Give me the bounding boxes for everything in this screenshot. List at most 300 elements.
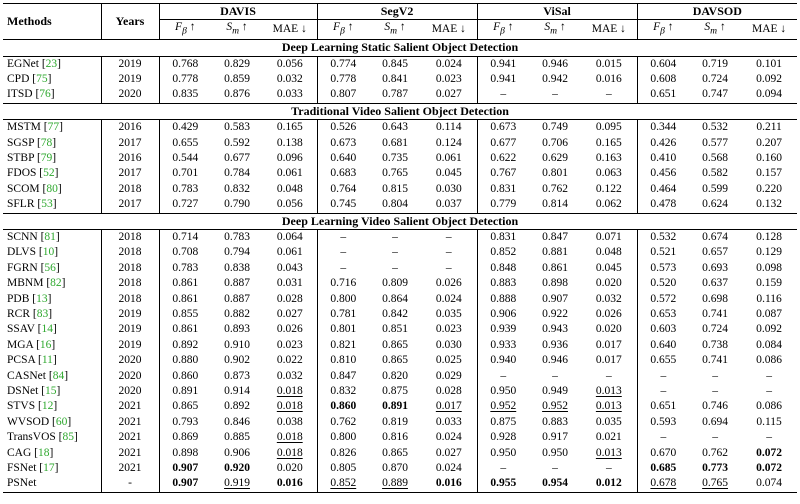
method-name: PCSA [11] <box>3 353 101 368</box>
method-name: FDOS [52] <box>3 166 101 181</box>
metric-value: 0.762 <box>330 415 357 428</box>
metric-value: 0.677 <box>490 136 517 149</box>
metric-value: 0.087 <box>756 308 783 321</box>
metric-value: – <box>500 88 507 101</box>
table-row <box>3 338 797 353</box>
citation-link[interactable]: 52 <box>43 167 55 180</box>
metric-value: 0.678 <box>650 477 677 490</box>
metric-value: 0.132 <box>756 198 783 211</box>
metric-value: 0.887 <box>224 292 250 305</box>
metric-value: 0.603 <box>650 323 677 336</box>
metric-value: 0.624 <box>702 198 729 211</box>
metric-value: 0.429 <box>172 121 199 134</box>
metric-value: 0.061 <box>421 151 477 166</box>
metric-value: 0.852 <box>490 246 517 259</box>
metric-value: – <box>660 369 667 382</box>
metric-value: 0.159 <box>756 277 783 290</box>
dataset-header-davis: DAVIS <box>159 4 317 20</box>
year-cell: 2018 <box>101 276 159 291</box>
metric-value: 0.026 <box>263 322 317 337</box>
metric-value: 0.094 <box>756 88 783 101</box>
method-name: SGSP [78] <box>3 136 101 151</box>
metric-value: 0.651 <box>650 400 677 413</box>
metric-value: 0.072 <box>756 446 783 459</box>
metric-value: 0.846 <box>224 415 250 428</box>
metric-value: 0.887 <box>224 277 250 290</box>
metric-value: 0.875 <box>382 385 408 398</box>
metric-value: 0.018 <box>263 399 317 414</box>
metric-value: 0.891 <box>382 400 408 413</box>
method-name: MSTM [77] <box>3 120 101 136</box>
metric-value: 0.793 <box>172 415 199 428</box>
metric-value: 0.835 <box>172 88 199 101</box>
metric-value: 0.820 <box>382 369 408 382</box>
citation-link[interactable]: 83 <box>36 308 49 321</box>
year-cell: 2016 <box>101 120 159 136</box>
method-name: PSNet <box>3 476 101 492</box>
metric-value: 0.685 <box>650 462 677 475</box>
citation-link[interactable]: 80 <box>46 182 58 195</box>
metric-value: 0.023 <box>263 338 317 353</box>
metric-value: 0.922 <box>542 308 568 321</box>
metric-value: 0.016 <box>581 72 637 87</box>
method-name: STBP [79] <box>3 151 101 166</box>
metric-value: 0.861 <box>172 292 199 305</box>
metric-value: 0.086 <box>756 400 783 413</box>
metric-value: 0.831 <box>490 230 517 243</box>
year-cell: 2020 <box>101 384 159 399</box>
table-row <box>3 415 797 430</box>
table-row <box>3 430 797 445</box>
metric-value: 0.801 <box>542 167 568 180</box>
metric-header-fbeta: $F_\beta$ ↑ <box>317 20 369 40</box>
metric-value: – <box>340 230 347 243</box>
metric-value: 0.706 <box>542 136 568 149</box>
citation-link[interactable]: 76 <box>39 88 51 101</box>
metric-value: 0.819 <box>382 415 408 428</box>
metric-value: 0.410 <box>650 151 677 164</box>
section-title: Deep Learning Video Salient Object Detection <box>3 213 797 229</box>
metric-value: 0.779 <box>490 198 517 211</box>
method-name: MGA [16] <box>3 338 101 353</box>
metric-value: – <box>712 385 718 398</box>
section-header-row <box>3 213 797 229</box>
method-name: CPD [75] <box>3 72 101 87</box>
metric-value: 0.859 <box>224 72 250 85</box>
metric-value: 0.017 <box>421 399 477 414</box>
table-row <box>3 461 797 476</box>
metric-header-sm: $S_m$ ↑ <box>689 20 741 40</box>
metric-value: 0.719 <box>702 57 729 70</box>
method-name: CAG [18] <box>3 446 101 461</box>
metric-value: 0.027 <box>421 446 477 461</box>
metric-value: – <box>500 369 507 382</box>
metric-value: 0.952 <box>490 400 517 413</box>
metric-value: 0.013 <box>581 399 637 414</box>
table-row <box>3 322 797 337</box>
metric-value: 0.035 <box>581 415 637 430</box>
metric-value: 0.086 <box>756 354 783 367</box>
table-row <box>3 384 797 399</box>
metric-value: 0.064 <box>263 229 317 245</box>
year-cell: 2017 <box>101 197 159 213</box>
metric-value: 0.735 <box>382 151 408 164</box>
metric-value: 0.673 <box>490 121 517 134</box>
table-row <box>3 229 797 245</box>
citation-link[interactable]: 77 <box>47 121 60 134</box>
metric-value: 0.532 <box>702 121 729 134</box>
method-name: FGRN [56] <box>3 261 101 276</box>
year-cell: 2019 <box>101 307 159 322</box>
metric-value: 0.765 <box>702 477 729 490</box>
metric-value: 0.852 <box>330 477 357 490</box>
citation-link[interactable]: 18 <box>38 446 50 459</box>
metric-value: 0.035 <box>421 307 477 322</box>
metric-value: 0.577 <box>702 136 729 149</box>
table-row <box>3 166 797 181</box>
metric-value: – <box>581 87 637 103</box>
metric-value: 0.038 <box>263 415 317 430</box>
metric-value: 0.952 <box>542 400 568 413</box>
metric-value: 0.917 <box>542 431 568 444</box>
metric-value: 0.768 <box>172 57 199 70</box>
metric-value: – <box>581 369 637 384</box>
metric-value: 0.860 <box>172 369 199 382</box>
citation-link[interactable]: 15 <box>45 385 57 398</box>
year-cell: 2018 <box>101 261 159 276</box>
metric-value: 0.101 <box>756 57 783 70</box>
metric-value: – <box>392 261 398 274</box>
metric-value: 0.344 <box>650 121 677 134</box>
metric-value: 0.655 <box>650 354 677 367</box>
table-row <box>3 87 797 103</box>
metric-value: 0.745 <box>330 198 357 211</box>
metric-value: 0.861 <box>172 323 199 336</box>
metric-value: 0.933 <box>490 338 517 351</box>
table-row <box>3 261 797 276</box>
metric-value: – <box>552 88 558 101</box>
metric-value: 0.020 <box>581 322 637 337</box>
metric-value: 0.778 <box>330 72 357 85</box>
metric-value: 0.939 <box>490 323 517 336</box>
year-cell: 2021 <box>101 446 159 461</box>
metric-value: 0.936 <box>542 338 568 351</box>
citation-link[interactable]: 82 <box>50 277 62 290</box>
metric-value: 0.084 <box>756 338 783 351</box>
metric-value: 0.063 <box>581 166 637 181</box>
year-cell: 2019 <box>101 56 159 72</box>
year-cell: 2020 <box>101 353 159 368</box>
table-row <box>3 182 797 197</box>
metric-value: – <box>421 229 477 245</box>
metric-value: 0.865 <box>382 354 408 367</box>
metric-value: 0.096 <box>263 151 317 166</box>
metric-value: 0.893 <box>224 323 250 336</box>
metric-value: 0.165 <box>263 120 317 136</box>
metric-value: 0.024 <box>421 430 477 445</box>
metric-value: 0.012 <box>581 476 637 492</box>
citation-link[interactable]: 79 <box>40 151 53 164</box>
citation-link[interactable]: 84 <box>52 369 65 382</box>
metric-value: 0.048 <box>581 245 637 260</box>
metric-value: 0.855 <box>172 308 199 321</box>
metric-value: 0.865 <box>172 400 199 413</box>
table-row <box>3 120 797 136</box>
metric-value: 0.016 <box>421 476 477 492</box>
metric-value: 0.847 <box>330 369 357 382</box>
metric-value: 0.062 <box>581 197 637 213</box>
metric-value: 0.950 <box>490 385 517 398</box>
metric-value: 0.794 <box>224 246 250 259</box>
citation-link[interactable]: 81 <box>44 230 56 243</box>
metric-value: 0.129 <box>756 246 783 259</box>
method-name: WVSOD [60] <box>3 415 101 430</box>
metric-value: 0.629 <box>542 151 568 164</box>
metric-value: 0.873 <box>224 369 250 382</box>
metric-value: 0.949 <box>542 385 568 398</box>
metric-value: 0.092 <box>756 72 783 85</box>
citation-link[interactable]: 16 <box>39 338 52 351</box>
metric-value: 0.810 <box>330 354 357 367</box>
metric-value: 0.478 <box>650 198 677 211</box>
metric-value: 0.847 <box>542 230 568 243</box>
metric-value: 0.826 <box>330 446 357 459</box>
metric-value: 0.651 <box>650 88 677 101</box>
metric-value: 0.889 <box>382 477 408 490</box>
method-name: DSNet [15] <box>3 384 101 399</box>
metric-value: 0.888 <box>490 292 517 305</box>
citation-link[interactable]: 17 <box>43 462 55 475</box>
metric-value: 0.572 <box>650 292 677 305</box>
metric-value: 0.821 <box>330 338 357 351</box>
method-name: DLVS [10] <box>3 245 101 260</box>
metric-value: 0.869 <box>172 431 199 444</box>
metric-value: 0.892 <box>172 338 199 351</box>
metric-value: 0.426 <box>650 136 677 149</box>
metric-value: 0.622 <box>490 151 517 164</box>
metric-value: 0.950 <box>542 446 568 459</box>
citation-link[interactable]: 11 <box>41 354 53 367</box>
metric-value: 0.037 <box>421 197 477 213</box>
metric-value: 0.891 <box>172 385 199 398</box>
metric-value: 0.583 <box>224 121 250 134</box>
metric-value: 0.061 <box>263 245 317 260</box>
metric-value: 0.677 <box>224 151 250 164</box>
year-cell: 2019 <box>101 72 159 87</box>
metric-value: 0.781 <box>330 308 357 321</box>
year-cell: 2021 <box>101 399 159 414</box>
metric-value: 0.892 <box>224 400 250 413</box>
metric-value: 0.928 <box>490 431 517 444</box>
metric-value: 0.778 <box>172 72 199 85</box>
metric-value: 0.020 <box>581 276 637 291</box>
metric-value: – <box>660 385 667 398</box>
metric-value: 0.072 <box>756 462 783 475</box>
metric-value: 0.800 <box>330 431 357 444</box>
metric-value: 0.021 <box>581 430 637 445</box>
metric-value: 0.604 <box>650 57 677 70</box>
metric-value: 0.017 <box>581 353 637 368</box>
table-row <box>3 151 797 166</box>
metric-value: – <box>421 245 477 260</box>
metric-value: 0.043 <box>263 261 317 276</box>
metric-value: 0.716 <box>330 277 357 290</box>
metric-value: 0.582 <box>702 167 729 180</box>
year-cell: 2016 <box>101 151 159 166</box>
metric-value: 0.946 <box>542 354 568 367</box>
metric-value: 0.955 <box>490 477 517 490</box>
metric-value: 0.456 <box>650 167 677 180</box>
citation-link[interactable]: 53 <box>41 198 53 211</box>
metric-value: 0.098 <box>756 261 783 274</box>
metric-value: 0.860 <box>330 400 357 413</box>
table-row <box>3 399 797 414</box>
table-row <box>3 353 797 368</box>
year-cell: 2018 <box>101 229 159 245</box>
method-name: CASNet [84] <box>3 369 101 384</box>
metric-value: 0.024 <box>421 292 477 307</box>
citation-link[interactable]: 10 <box>42 246 55 259</box>
metric-value: 0.593 <box>650 415 677 428</box>
year-cell: - <box>101 476 159 492</box>
metric-value: 0.941 <box>490 57 517 70</box>
metric-value: 0.773 <box>702 462 729 475</box>
metric-value: 0.787 <box>382 88 408 101</box>
metric-value: 0.017 <box>581 338 637 353</box>
metric-value: 0.032 <box>263 72 317 87</box>
metric-value: 0.765 <box>382 167 408 180</box>
citation-link[interactable]: 60 <box>55 415 68 428</box>
metric-value: 0.116 <box>756 292 782 305</box>
year-cell: 2018 <box>101 292 159 307</box>
metric-value: 0.016 <box>263 476 317 492</box>
metric-value: 0.800 <box>330 292 357 305</box>
citation-link[interactable]: 23 <box>45 57 58 70</box>
metric-value: – <box>421 261 477 276</box>
method-name: SCNN [81] <box>3 229 101 245</box>
metric-value: 0.024 <box>421 461 477 476</box>
metric-value: 0.532 <box>650 230 677 243</box>
metric-value: 0.816 <box>382 431 408 444</box>
metric-value: 0.714 <box>172 230 199 243</box>
metric-value: 0.784 <box>224 167 250 180</box>
section-title: Traditional Video Salient Object Detection <box>3 103 797 119</box>
year-cell: 2020 <box>101 369 159 384</box>
citation-link[interactable]: 78 <box>40 136 53 149</box>
metric-value: 0.160 <box>756 151 783 164</box>
metric-value: 0.848 <box>490 261 517 274</box>
year-cell: 2020 <box>101 87 159 103</box>
table-row <box>3 446 797 461</box>
metric-value: 0.653 <box>650 308 677 321</box>
metric-value: 0.946 <box>542 57 568 70</box>
metric-value: 0.807 <box>330 88 357 101</box>
metric-value: 0.573 <box>650 261 677 274</box>
metric-value: 0.940 <box>490 354 517 367</box>
citation-link[interactable]: 75 <box>36 72 48 85</box>
metric-value: 0.898 <box>542 277 568 290</box>
method-name: MBNM [82] <box>3 276 101 291</box>
metric-value: 0.801 <box>330 323 357 336</box>
metric-value: 0.683 <box>330 167 357 180</box>
metric-value: 0.738 <box>702 338 729 351</box>
metric-value: 0.950 <box>490 446 517 459</box>
metric-value: 0.841 <box>382 72 408 85</box>
metric-value: 0.883 <box>490 277 517 290</box>
metric-value: 0.018 <box>263 384 317 399</box>
citation-link[interactable]: 12 <box>41 400 54 413</box>
metric-value: 0.749 <box>542 121 568 134</box>
method-name: EGNet [23] <box>3 56 101 72</box>
metric-value: 0.608 <box>650 72 677 85</box>
metric-value: 0.724 <box>702 323 729 336</box>
metric-value: 0.783 <box>172 182 199 195</box>
metric-value: 0.708 <box>172 246 199 259</box>
method-name: TransVOS [85] <box>3 430 101 445</box>
metric-value: 0.526 <box>330 121 357 134</box>
metric-value: 0.013 <box>581 446 637 461</box>
metric-value: 0.114 <box>421 120 477 136</box>
citation-link[interactable]: 13 <box>36 292 48 305</box>
metric-value: 0.029 <box>421 369 477 384</box>
method-name: SSAV [14] <box>3 322 101 337</box>
method-name: SFLR [53] <box>3 197 101 213</box>
metric-value: 0.568 <box>702 151 729 164</box>
metric-value: 0.028 <box>421 384 477 399</box>
metric-header-mae: MAE ↓ <box>263 20 317 40</box>
table-row <box>3 307 797 322</box>
table-row <box>3 369 797 384</box>
metric-value: 0.746 <box>702 400 729 413</box>
section-header-row <box>3 103 797 119</box>
metric-value: 0.061 <box>263 166 317 181</box>
metric-value: 0.943 <box>542 323 568 336</box>
citation-link[interactable]: 56 <box>44 261 56 274</box>
year-cell: 2017 <box>101 136 159 151</box>
metric-header-mae: MAE ↓ <box>581 20 637 40</box>
metric-value: 0.092 <box>756 323 783 336</box>
metric-value: – <box>766 385 772 398</box>
year-cell: 2021 <box>101 415 159 430</box>
metric-value: 0.864 <box>382 292 408 305</box>
metric-value: 0.033 <box>421 415 477 430</box>
year-cell: 2019 <box>101 338 159 353</box>
citation-link[interactable]: 85 <box>62 431 75 444</box>
table-row <box>3 292 797 307</box>
metric-value: – <box>340 261 347 274</box>
metric-value: 0.157 <box>756 167 783 180</box>
metric-value: 0.027 <box>263 307 317 322</box>
metric-value: 0.882 <box>224 308 250 321</box>
metric-value: 0.814 <box>542 198 568 211</box>
metric-value: 0.727 <box>172 198 199 211</box>
metric-value: 0.657 <box>702 246 729 259</box>
metric-value: 0.024 <box>421 56 477 72</box>
metric-header-sm: $S_m$ ↑ <box>211 20 263 40</box>
year-cell: 2019 <box>101 322 159 337</box>
metric-header-fbeta: $F_\beta$ ↑ <box>477 20 529 40</box>
table-row <box>3 136 797 151</box>
year-cell: 2018 <box>101 245 159 260</box>
metric-value: 0.907 <box>172 462 199 475</box>
metric-value: 0.122 <box>581 182 637 197</box>
metric-value: 0.762 <box>702 446 729 459</box>
metric-value: 0.599 <box>702 182 729 195</box>
citation-link[interactable]: 14 <box>41 323 53 336</box>
metric-value: 0.220 <box>756 182 783 195</box>
metric-value: 0.018 <box>263 430 317 445</box>
metric-value: 0.115 <box>756 415 782 428</box>
